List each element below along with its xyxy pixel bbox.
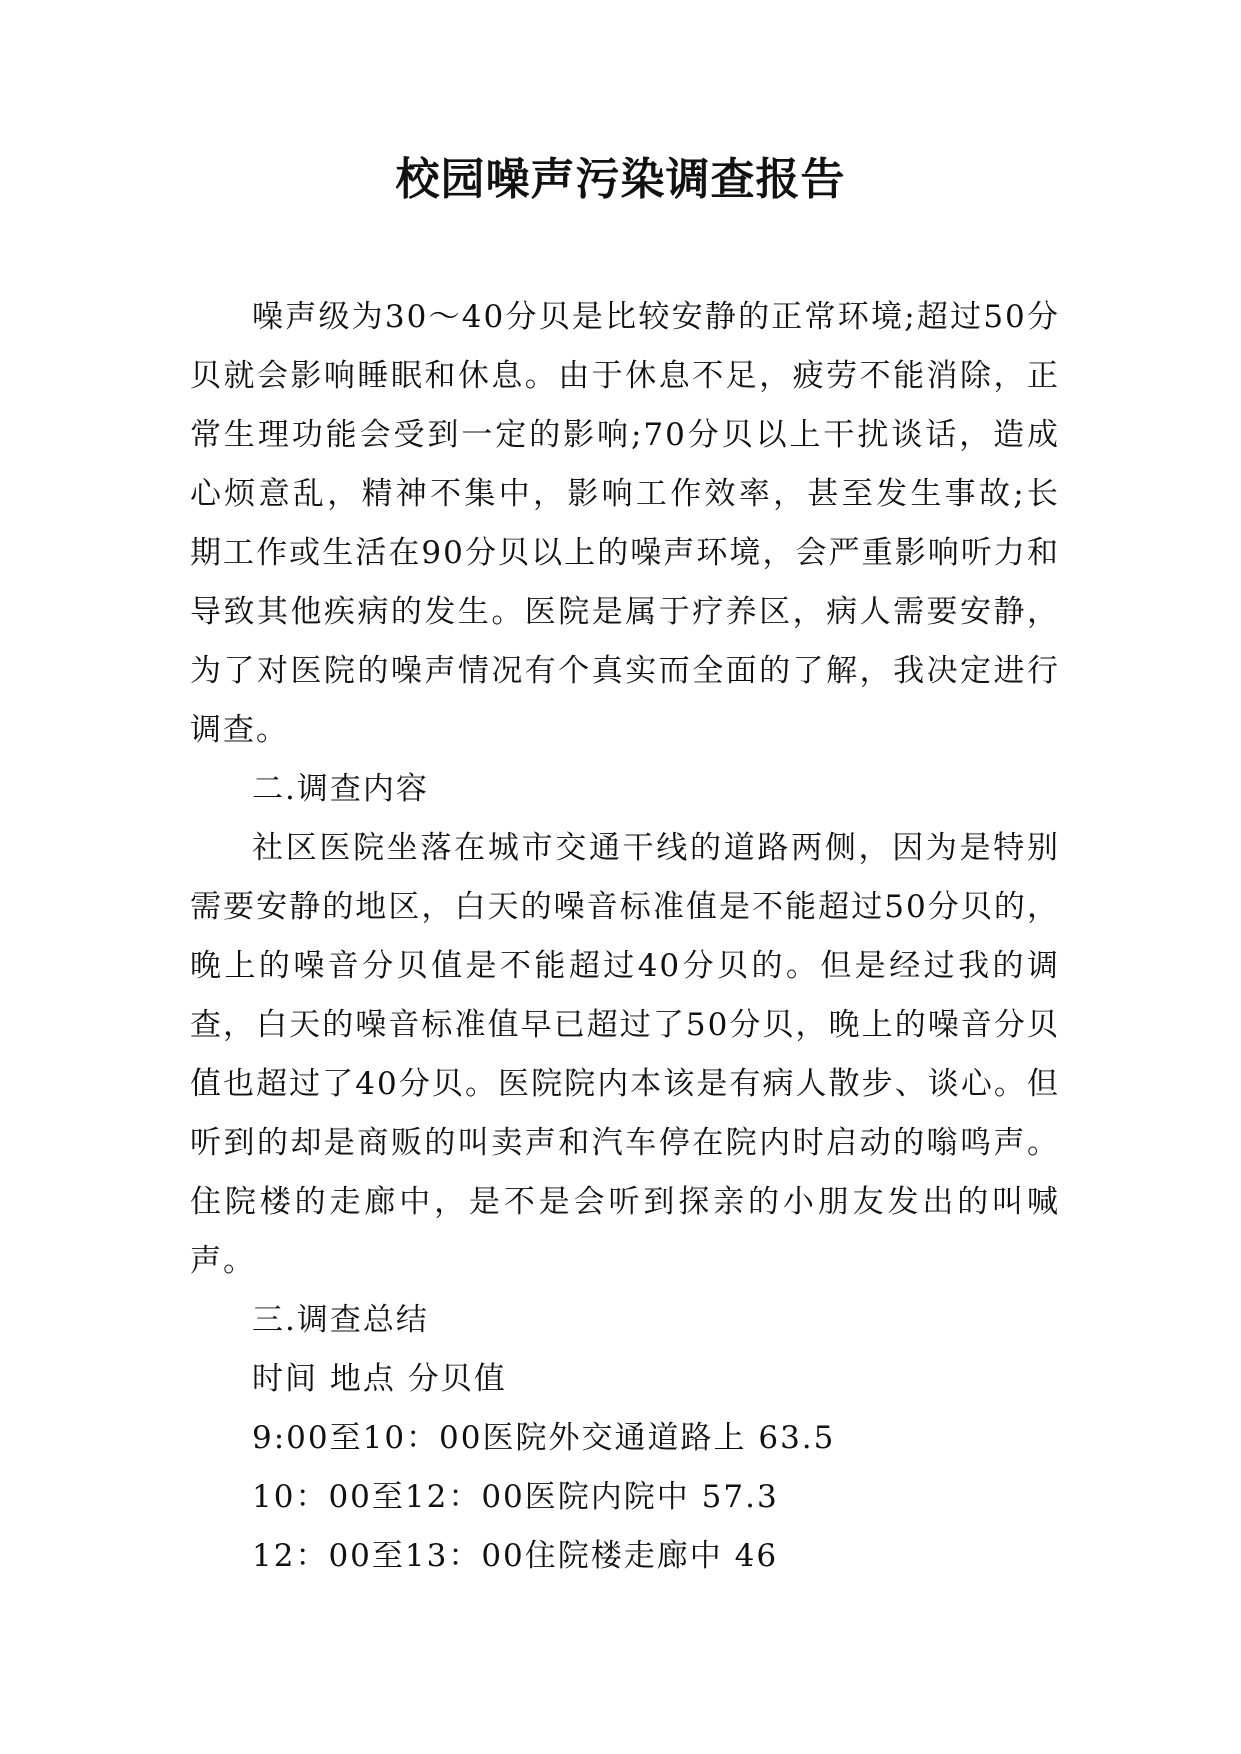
content-paragraph: 社区医院坐落在城市交通干线的道路两侧，因为是特别需要安静的地区，白天的噪音标准值是不能超过50分贝的，晚上的噪音分贝值是不能超过40分贝的。但是经过我的调查，白天的噪音标准值早已超过了50分贝，晚上的噪音分贝值也超过了40分贝。医院院内本该是有病人散步、谈心。但听到的却是商贩的叫卖声和汽车停在院内时启动的嗡鸣声。住院楼的走廊中，是不是会听到探亲的小朋友发出的叫喊声。	[190, 830, 1060, 1279]
data-table-row: 10：00至12：00医院内院中 57.3	[252, 1479, 779, 1515]
document-title: 校园噪声污染调查报告	[395, 154, 846, 205]
data-table-row: 12：00至13：00住院楼走廊中 46	[252, 1538, 779, 1574]
section-heading-summary: 三.调查总结	[252, 1302, 429, 1338]
intro-paragraph: 噪声级为30～40分贝是比较安静的正常环境;超过50分贝就会影响睡眠和休息。由于休息不足，疲劳不能消除，正常生理功能会受到一定的影响;70分贝以上干扰谈话，造成心烦意乱，精神不集中，影响工作效率，甚至发生事故;长期工作或生活在90分贝以上的噪声环境，会严重影响听力和导致其他疾病的发生。医院是属于疗养区，病人需要安静，为了对医院的噪声情况有个真实而全面的了解，我决定进行调查。	[190, 299, 1060, 748]
data-table-row: 9:00至10：00医院外交通道路上 63.5	[252, 1420, 836, 1456]
document-body	[190, 288, 1060, 1586]
section-heading-content: 二.调查内容	[252, 771, 429, 807]
data-table-header: 时间 地点 分贝值	[252, 1361, 507, 1397]
